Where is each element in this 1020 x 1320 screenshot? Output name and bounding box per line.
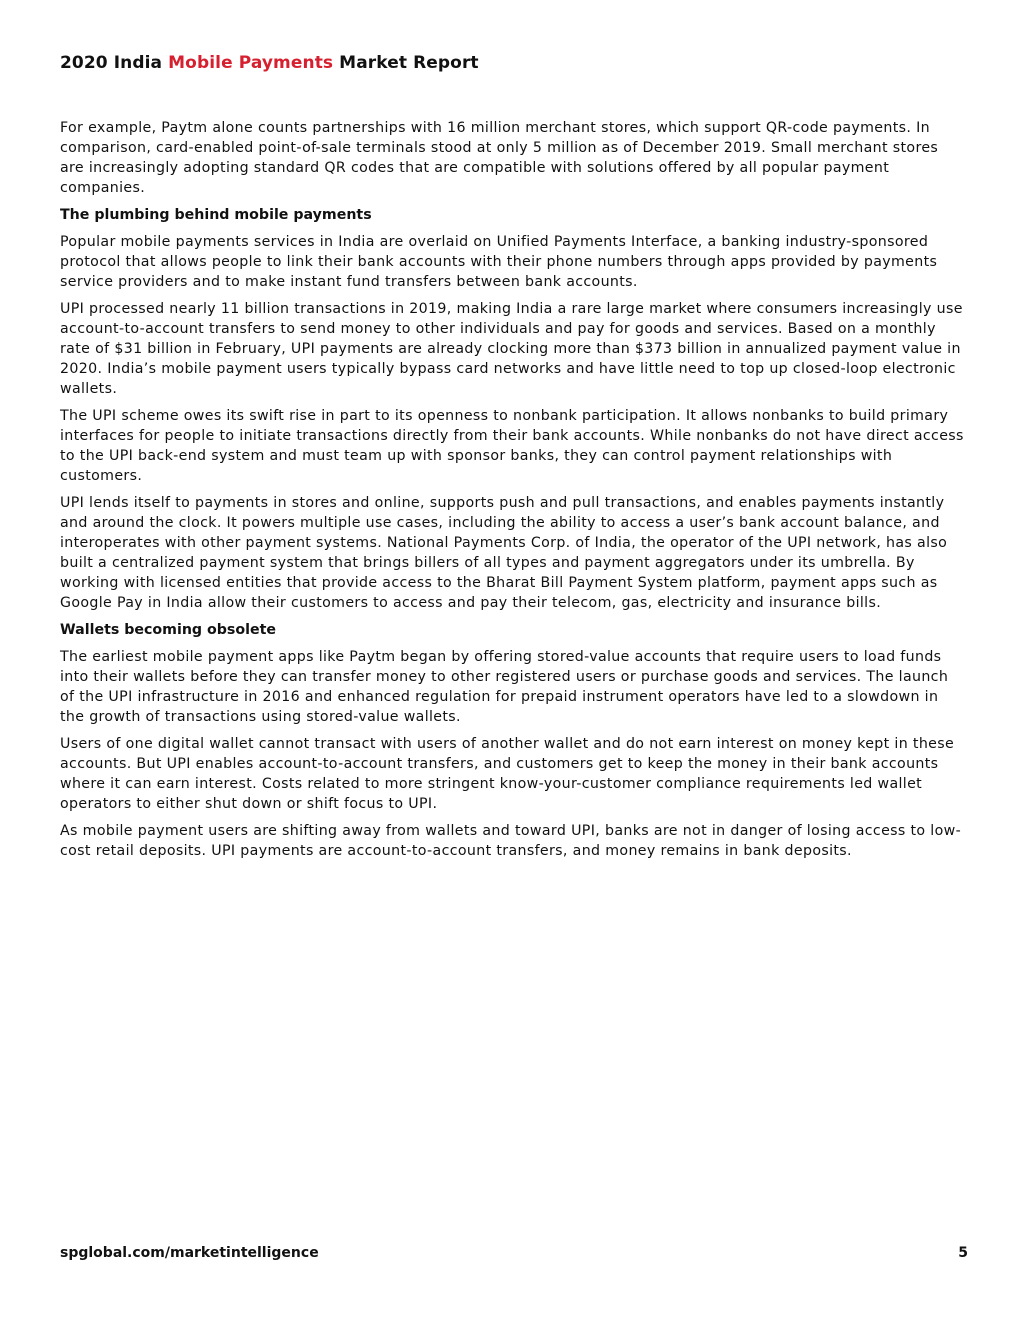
paragraph-upi-use-cases: UPI lends itself to payments in stores and online, supports push and pull transactions, and enables payments instantly and around the clock. It powers multiple use cases, including the ability to access a user’s bank account balance, and interoperates with other payment systems. National Payments Corp. of India, the operator of the UPI network, has also built a centralized payment system that brings billers of all types and payment aggregators under its umbrella. By working with licensed entities that provide access to the Bharat Bill Payment System platform, payment apps such as Google Pay in India allow their customers to access and pay their telecom, gas, electricity and insurance bills. [60, 495, 948, 611]
paragraph-wallet-history: The earliest mobile payment apps like Paytm began by offering stored-value accounts that require users to load funds into their wallets before they can transfer money to other registered users or purchase goods and services. The launch of the UPI infrastructure in 2016 and enhanced regulation for prepaid instrument operators have led to a slowdown in the growth of transactions using stored-value wallets. [60, 649, 949, 725]
paragraph-bank-deposits: As mobile payment users are shifting away from wallets and toward UPI, banks are not in danger of losing access to low-cost retail deposits. UPI payments are account-to-account transfers, and money remains in bank deposits. [60, 823, 962, 859]
report-title-prefix: 2020 India [60, 53, 169, 73]
section-heading-plumbing: The plumbing behind mobile payments [60, 207, 372, 223]
article-body [60, 118, 965, 868]
page-number: 5 [958, 1245, 968, 1261]
paragraph-upi-volume: UPI processed nearly 11 billion transactions in 2019, making India a rare large market where consumers increasingly use account-to-account transfers to send money to other individuals and pay for goods and services. Based on a monthly rate of $31 billion in February, UPI payments are already clocking more than $373 billion in annualized payment value in 2020. India’s mobile payment users typically bypass card networks and have little need to top up closed-loop electronic wallets. [60, 301, 963, 397]
report-title-accent: Mobile Payments [168, 53, 334, 73]
report-title-suffix: Market Report [333, 53, 479, 73]
section-heading-wallets: Wallets becoming obsolete [60, 622, 276, 638]
paragraph-upi-overview: Popular mobile payments services in India are overlaid on Unified Payments Interface, a banking industry-sponsored protocol that allows people to link their bank accounts with their phone numbers through apps provided by payments service providers and to make instant fund transfers between bank accounts. [60, 234, 938, 290]
report-title [60, 53, 479, 73]
paragraph-wallet-limits: Users of one digital wallet cannot transact with users of another wallet and do not earn interest on money kept in these accounts. But UPI enables account-to-account transfers, and customers get to keep the money in their bank accounts where it can earn interest. Costs related to more stringent know-your-customer compliance requirements led wallet operators to either shut down or shift focus to UPI. [60, 736, 955, 812]
footer-website-link[interactable]: spglobal.com/marketintelligence [60, 1245, 319, 1261]
paragraph-merchant-qr: For example, Paytm alone counts partnerships with 16 million merchant stores, which support QR-code payments. In comparison, card-enabled point-of-sale terminals stood at only 5 million as of December 2019. Small merchant stores are increasingly adopting standard QR codes that are compatible with solutions offered by all popular payment companies. [60, 120, 939, 196]
paragraph-upi-openness: The UPI scheme owes its swift rise in part to its openness to nonbank participation. It allows nonbanks to build primary interfaces for people to initiate transactions directly from their bank accounts. While nonbanks do not have direct access to the UPI back-end system and must team up with sponsor banks, they can control payment relationships with customers. [60, 408, 964, 484]
